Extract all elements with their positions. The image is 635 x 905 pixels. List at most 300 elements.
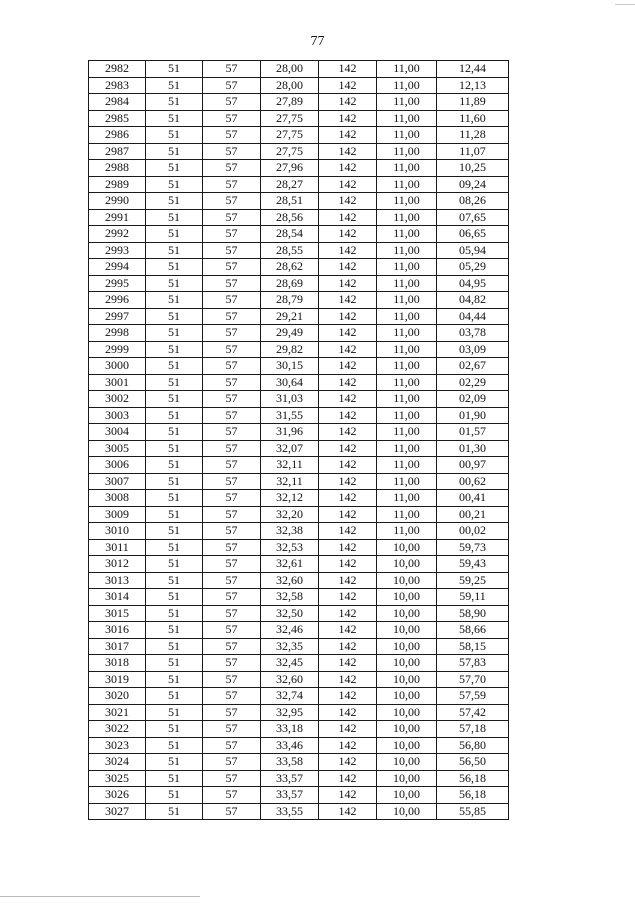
col-7-cell: 09,24: [437, 176, 509, 193]
col-5-cell: 142: [319, 605, 377, 622]
table-row: [89, 77, 509, 94]
col-4-cell: 28,51: [261, 193, 319, 210]
col-7-cell: 01,57: [437, 424, 509, 441]
col-2-cell: 51: [146, 226, 203, 243]
col-7-cell: 59,73: [437, 539, 509, 556]
record-id-cell: 3016: [89, 622, 146, 639]
record-id-cell: 3018: [89, 655, 146, 672]
col-7-cell: 00,62: [437, 473, 509, 490]
table-row: [89, 688, 509, 705]
col-3-cell: 57: [203, 572, 261, 589]
col-4-cell: 31,55: [261, 407, 319, 424]
col-4-cell: 29,49: [261, 325, 319, 342]
col-7-cell: 56,18: [437, 770, 509, 787]
table-row: [89, 572, 509, 589]
col-4-cell: 32,45: [261, 655, 319, 672]
col-6-cell: 11,00: [377, 176, 437, 193]
col-3-cell: 57: [203, 374, 261, 391]
col-6-cell: 10,00: [377, 671, 437, 688]
record-id-cell: 3005: [89, 440, 146, 457]
table-row: [89, 176, 509, 193]
col-4-cell: 32,60: [261, 572, 319, 589]
record-id-cell: 3012: [89, 556, 146, 573]
col-5-cell: 142: [319, 160, 377, 177]
col-4-cell: 32,46: [261, 622, 319, 639]
record-id-cell: 3020: [89, 688, 146, 705]
col-4-cell: 32,53: [261, 539, 319, 556]
col-3-cell: 57: [203, 143, 261, 160]
record-id-cell: 3001: [89, 374, 146, 391]
col-3-cell: 57: [203, 176, 261, 193]
col-6-cell: 11,00: [377, 308, 437, 325]
col-3-cell: 57: [203, 226, 261, 243]
col-2-cell: 51: [146, 61, 203, 78]
col-5-cell: 142: [319, 770, 377, 787]
col-3-cell: 57: [203, 490, 261, 507]
col-3-cell: 57: [203, 259, 261, 276]
col-4-cell: 27,75: [261, 110, 319, 127]
col-5-cell: 142: [319, 440, 377, 457]
col-4-cell: 32,60: [261, 671, 319, 688]
col-5-cell: 142: [319, 688, 377, 705]
col-4-cell: 28,27: [261, 176, 319, 193]
col-4-cell: 32,58: [261, 589, 319, 606]
col-3-cell: 57: [203, 292, 261, 309]
col-4-cell: 28,55: [261, 242, 319, 259]
col-2-cell: 51: [146, 127, 203, 144]
col-5-cell: 142: [319, 787, 377, 804]
record-id-cell: 3025: [89, 770, 146, 787]
table-row: [89, 506, 509, 523]
col-6-cell: 10,00: [377, 539, 437, 556]
col-6-cell: 11,00: [377, 242, 437, 259]
col-2-cell: 51: [146, 655, 203, 672]
col-6-cell: 10,00: [377, 688, 437, 705]
col-6-cell: 11,00: [377, 440, 437, 457]
col-2-cell: 51: [146, 94, 203, 111]
col-7-cell: 10,25: [437, 160, 509, 177]
col-4-cell: 27,75: [261, 143, 319, 160]
record-id-cell: 3003: [89, 407, 146, 424]
col-2-cell: 51: [146, 325, 203, 342]
col-5-cell: 142: [319, 275, 377, 292]
col-2-cell: 51: [146, 275, 203, 292]
record-id-cell: 3004: [89, 424, 146, 441]
col-2-cell: 51: [146, 539, 203, 556]
col-6-cell: 11,00: [377, 259, 437, 276]
col-3-cell: 57: [203, 440, 261, 457]
col-4-cell: 27,96: [261, 160, 319, 177]
col-5-cell: 142: [319, 391, 377, 408]
table-row: [89, 374, 509, 391]
col-4-cell: 33,58: [261, 754, 319, 771]
record-id-cell: 3015: [89, 605, 146, 622]
table-row: [89, 391, 509, 408]
col-6-cell: 10,00: [377, 803, 437, 820]
col-5-cell: 142: [319, 803, 377, 820]
col-5-cell: 142: [319, 94, 377, 111]
col-6-cell: 11,00: [377, 341, 437, 358]
col-3-cell: 57: [203, 721, 261, 738]
col-5-cell: 142: [319, 127, 377, 144]
col-2-cell: 51: [146, 688, 203, 705]
col-7-cell: 00,21: [437, 506, 509, 523]
table-row: [89, 704, 509, 721]
col-4-cell: 32,20: [261, 506, 319, 523]
col-7-cell: 11,89: [437, 94, 509, 111]
record-id-cell: 2998: [89, 325, 146, 342]
col-5-cell: 142: [319, 259, 377, 276]
table-body: [89, 61, 509, 820]
col-7-cell: 03,78: [437, 325, 509, 342]
col-2-cell: 51: [146, 242, 203, 259]
record-id-cell: 2990: [89, 193, 146, 210]
col-2-cell: 51: [146, 292, 203, 309]
table-row: [89, 721, 509, 738]
col-4-cell: 32,61: [261, 556, 319, 573]
col-6-cell: 11,00: [377, 407, 437, 424]
col-6-cell: 11,00: [377, 391, 437, 408]
col-7-cell: 57,59: [437, 688, 509, 705]
table-row: [89, 325, 509, 342]
record-id-cell: 3011: [89, 539, 146, 556]
record-id-cell: 2999: [89, 341, 146, 358]
col-6-cell: 10,00: [377, 605, 437, 622]
col-4-cell: 32,11: [261, 473, 319, 490]
table-row: [89, 358, 509, 375]
col-4-cell: 28,69: [261, 275, 319, 292]
col-3-cell: 57: [203, 209, 261, 226]
col-2-cell: 51: [146, 737, 203, 754]
table-row: [89, 292, 509, 309]
col-5-cell: 142: [319, 523, 377, 540]
table-row: [89, 770, 509, 787]
col-2-cell: 51: [146, 457, 203, 474]
col-6-cell: 11,00: [377, 110, 437, 127]
col-4-cell: 28,79: [261, 292, 319, 309]
col-5-cell: 142: [319, 638, 377, 655]
col-7-cell: 04,82: [437, 292, 509, 309]
col-5-cell: 142: [319, 61, 377, 78]
col-2-cell: 51: [146, 605, 203, 622]
col-4-cell: 32,11: [261, 457, 319, 474]
col-7-cell: 58,66: [437, 622, 509, 639]
table-row: [89, 127, 509, 144]
col-2-cell: 51: [146, 176, 203, 193]
col-5-cell: 142: [319, 77, 377, 94]
col-5-cell: 142: [319, 292, 377, 309]
col-7-cell: 06,65: [437, 226, 509, 243]
record-id-cell: 3023: [89, 737, 146, 754]
col-7-cell: 02,09: [437, 391, 509, 408]
col-4-cell: 27,89: [261, 94, 319, 111]
table-row: [89, 671, 509, 688]
col-2-cell: 51: [146, 473, 203, 490]
col-4-cell: 28,54: [261, 226, 319, 243]
col-5-cell: 142: [319, 358, 377, 375]
record-id-cell: 2995: [89, 275, 146, 292]
col-7-cell: 08,26: [437, 193, 509, 210]
col-3-cell: 57: [203, 242, 261, 259]
col-3-cell: 57: [203, 539, 261, 556]
col-4-cell: 29,82: [261, 341, 319, 358]
col-3-cell: 57: [203, 110, 261, 127]
col-5-cell: 142: [319, 110, 377, 127]
record-id-cell: 3024: [89, 754, 146, 771]
col-6-cell: 11,00: [377, 193, 437, 210]
table-row: [89, 259, 509, 276]
table-row: [89, 242, 509, 259]
record-id-cell: 2983: [89, 77, 146, 94]
col-6-cell: 10,00: [377, 754, 437, 771]
col-6-cell: 11,00: [377, 325, 437, 342]
col-5-cell: 142: [319, 556, 377, 573]
table-row: [89, 473, 509, 490]
record-id-cell: 2985: [89, 110, 146, 127]
col-7-cell: 02,29: [437, 374, 509, 391]
table-row: [89, 737, 509, 754]
col-5-cell: 142: [319, 374, 377, 391]
col-6-cell: 11,00: [377, 209, 437, 226]
col-5-cell: 142: [319, 572, 377, 589]
col-5-cell: 142: [319, 325, 377, 342]
col-4-cell: 32,95: [261, 704, 319, 721]
col-7-cell: 55,85: [437, 803, 509, 820]
record-id-cell: 3000: [89, 358, 146, 375]
col-6-cell: 11,00: [377, 424, 437, 441]
table-row: [89, 754, 509, 771]
table-row: [89, 341, 509, 358]
col-2-cell: 51: [146, 770, 203, 787]
col-4-cell: 31,03: [261, 391, 319, 408]
col-4-cell: 29,21: [261, 308, 319, 325]
table-row: [89, 308, 509, 325]
col-7-cell: 00,41: [437, 490, 509, 507]
col-6-cell: 11,00: [377, 506, 437, 523]
table-row: [89, 457, 509, 474]
col-5-cell: 142: [319, 622, 377, 639]
col-4-cell: 27,75: [261, 127, 319, 144]
col-2-cell: 51: [146, 721, 203, 738]
record-id-cell: 3002: [89, 391, 146, 408]
col-6-cell: 10,00: [377, 721, 437, 738]
record-id-cell: 3010: [89, 523, 146, 540]
col-6-cell: 11,00: [377, 292, 437, 309]
col-3-cell: 57: [203, 655, 261, 672]
col-3-cell: 57: [203, 457, 261, 474]
col-6-cell: 11,00: [377, 358, 437, 375]
table-row: [89, 160, 509, 177]
table-row: [89, 605, 509, 622]
col-6-cell: 10,00: [377, 572, 437, 589]
data-table: [88, 60, 509, 820]
record-id-cell: 3017: [89, 638, 146, 655]
record-id-cell: 2994: [89, 259, 146, 276]
col-3-cell: 57: [203, 770, 261, 787]
col-2-cell: 51: [146, 440, 203, 457]
scan-edge-mark: [615, 4, 635, 5]
col-2-cell: 51: [146, 589, 203, 606]
col-5-cell: 142: [319, 754, 377, 771]
col-4-cell: 28,62: [261, 259, 319, 276]
col-2-cell: 51: [146, 374, 203, 391]
col-2-cell: 51: [146, 110, 203, 127]
col-3-cell: 57: [203, 275, 261, 292]
record-id-cell: 2988: [89, 160, 146, 177]
col-5-cell: 142: [319, 506, 377, 523]
col-3-cell: 57: [203, 473, 261, 490]
col-4-cell: 32,38: [261, 523, 319, 540]
col-4-cell: 30,64: [261, 374, 319, 391]
col-3-cell: 57: [203, 127, 261, 144]
col-2-cell: 51: [146, 407, 203, 424]
col-2-cell: 51: [146, 424, 203, 441]
table-row: [89, 490, 509, 507]
col-7-cell: 56,18: [437, 787, 509, 804]
col-3-cell: 57: [203, 506, 261, 523]
col-6-cell: 10,00: [377, 737, 437, 754]
col-2-cell: 51: [146, 358, 203, 375]
col-2-cell: 51: [146, 143, 203, 160]
col-7-cell: 01,90: [437, 407, 509, 424]
col-7-cell: 05,94: [437, 242, 509, 259]
col-5-cell: 142: [319, 457, 377, 474]
col-3-cell: 57: [203, 638, 261, 655]
col-7-cell: 56,50: [437, 754, 509, 771]
record-id-cell: 2982: [89, 61, 146, 78]
col-2-cell: 51: [146, 754, 203, 771]
col-6-cell: 10,00: [377, 622, 437, 639]
col-3-cell: 57: [203, 737, 261, 754]
record-id-cell: 3019: [89, 671, 146, 688]
table-row: [89, 556, 509, 573]
record-id-cell: 2993: [89, 242, 146, 259]
page-number: 77: [310, 34, 325, 49]
col-6-cell: 11,00: [377, 160, 437, 177]
col-7-cell: 11,07: [437, 143, 509, 160]
col-7-cell: 00,02: [437, 523, 509, 540]
col-3-cell: 57: [203, 523, 261, 540]
table-row: [89, 539, 509, 556]
footer-rule: [0, 896, 200, 897]
table-row: [89, 655, 509, 672]
col-2-cell: 51: [146, 77, 203, 94]
col-3-cell: 57: [203, 61, 261, 78]
col-6-cell: 10,00: [377, 704, 437, 721]
col-6-cell: 11,00: [377, 523, 437, 540]
col-2-cell: 51: [146, 391, 203, 408]
record-id-cell: 2996: [89, 292, 146, 309]
col-2-cell: 51: [146, 572, 203, 589]
table-row: [89, 209, 509, 226]
col-2-cell: 51: [146, 787, 203, 804]
col-4-cell: 32,12: [261, 490, 319, 507]
col-3-cell: 57: [203, 671, 261, 688]
col-4-cell: 33,55: [261, 803, 319, 820]
col-6-cell: 11,00: [377, 457, 437, 474]
col-2-cell: 51: [146, 193, 203, 210]
col-5-cell: 142: [319, 589, 377, 606]
col-6-cell: 10,00: [377, 770, 437, 787]
col-5-cell: 142: [319, 341, 377, 358]
col-4-cell: 32,74: [261, 688, 319, 705]
col-2-cell: 51: [146, 160, 203, 177]
col-6-cell: 10,00: [377, 589, 437, 606]
table-row: [89, 61, 509, 78]
col-4-cell: 28,00: [261, 61, 319, 78]
col-2-cell: 51: [146, 259, 203, 276]
record-id-cell: 3008: [89, 490, 146, 507]
record-id-cell: 2997: [89, 308, 146, 325]
col-5-cell: 142: [319, 308, 377, 325]
col-5-cell: 142: [319, 704, 377, 721]
col-4-cell: 33,57: [261, 770, 319, 787]
record-id-cell: 3006: [89, 457, 146, 474]
record-id-cell: 3009: [89, 506, 146, 523]
col-2-cell: 51: [146, 638, 203, 655]
record-id-cell: 2984: [89, 94, 146, 111]
table-row: [89, 803, 509, 820]
table-row: [89, 424, 509, 441]
col-3-cell: 57: [203, 193, 261, 210]
col-6-cell: 11,00: [377, 143, 437, 160]
col-4-cell: 31,96: [261, 424, 319, 441]
col-6-cell: 11,00: [377, 127, 437, 144]
col-6-cell: 10,00: [377, 638, 437, 655]
col-7-cell: 59,25: [437, 572, 509, 589]
col-5-cell: 142: [319, 671, 377, 688]
col-3-cell: 57: [203, 424, 261, 441]
col-5-cell: 142: [319, 490, 377, 507]
col-3-cell: 57: [203, 754, 261, 771]
col-2-cell: 51: [146, 556, 203, 573]
col-7-cell: 59,11: [437, 589, 509, 606]
col-5-cell: 142: [319, 193, 377, 210]
col-7-cell: 57,83: [437, 655, 509, 672]
col-5-cell: 142: [319, 143, 377, 160]
col-4-cell: 33,57: [261, 787, 319, 804]
col-2-cell: 51: [146, 506, 203, 523]
col-7-cell: 11,28: [437, 127, 509, 144]
col-7-cell: 58,90: [437, 605, 509, 622]
col-7-cell: 04,95: [437, 275, 509, 292]
table-row: [89, 143, 509, 160]
record-id-cell: 2989: [89, 176, 146, 193]
col-7-cell: 59,43: [437, 556, 509, 573]
col-6-cell: 11,00: [377, 473, 437, 490]
record-id-cell: 3021: [89, 704, 146, 721]
col-7-cell: 11,60: [437, 110, 509, 127]
col-7-cell: 07,65: [437, 209, 509, 226]
record-id-cell: 3007: [89, 473, 146, 490]
col-5-cell: 142: [319, 655, 377, 672]
col-3-cell: 57: [203, 622, 261, 639]
col-4-cell: 32,35: [261, 638, 319, 655]
record-id-cell: 3013: [89, 572, 146, 589]
col-3-cell: 57: [203, 704, 261, 721]
col-3-cell: 57: [203, 325, 261, 342]
record-id-cell: 2991: [89, 209, 146, 226]
table-row: [89, 589, 509, 606]
col-6-cell: 10,00: [377, 655, 437, 672]
col-6-cell: 11,00: [377, 374, 437, 391]
col-2-cell: 51: [146, 803, 203, 820]
col-4-cell: 30,15: [261, 358, 319, 375]
col-7-cell: 12,44: [437, 61, 509, 78]
col-4-cell: 33,46: [261, 737, 319, 754]
col-3-cell: 57: [203, 94, 261, 111]
col-5-cell: 142: [319, 407, 377, 424]
